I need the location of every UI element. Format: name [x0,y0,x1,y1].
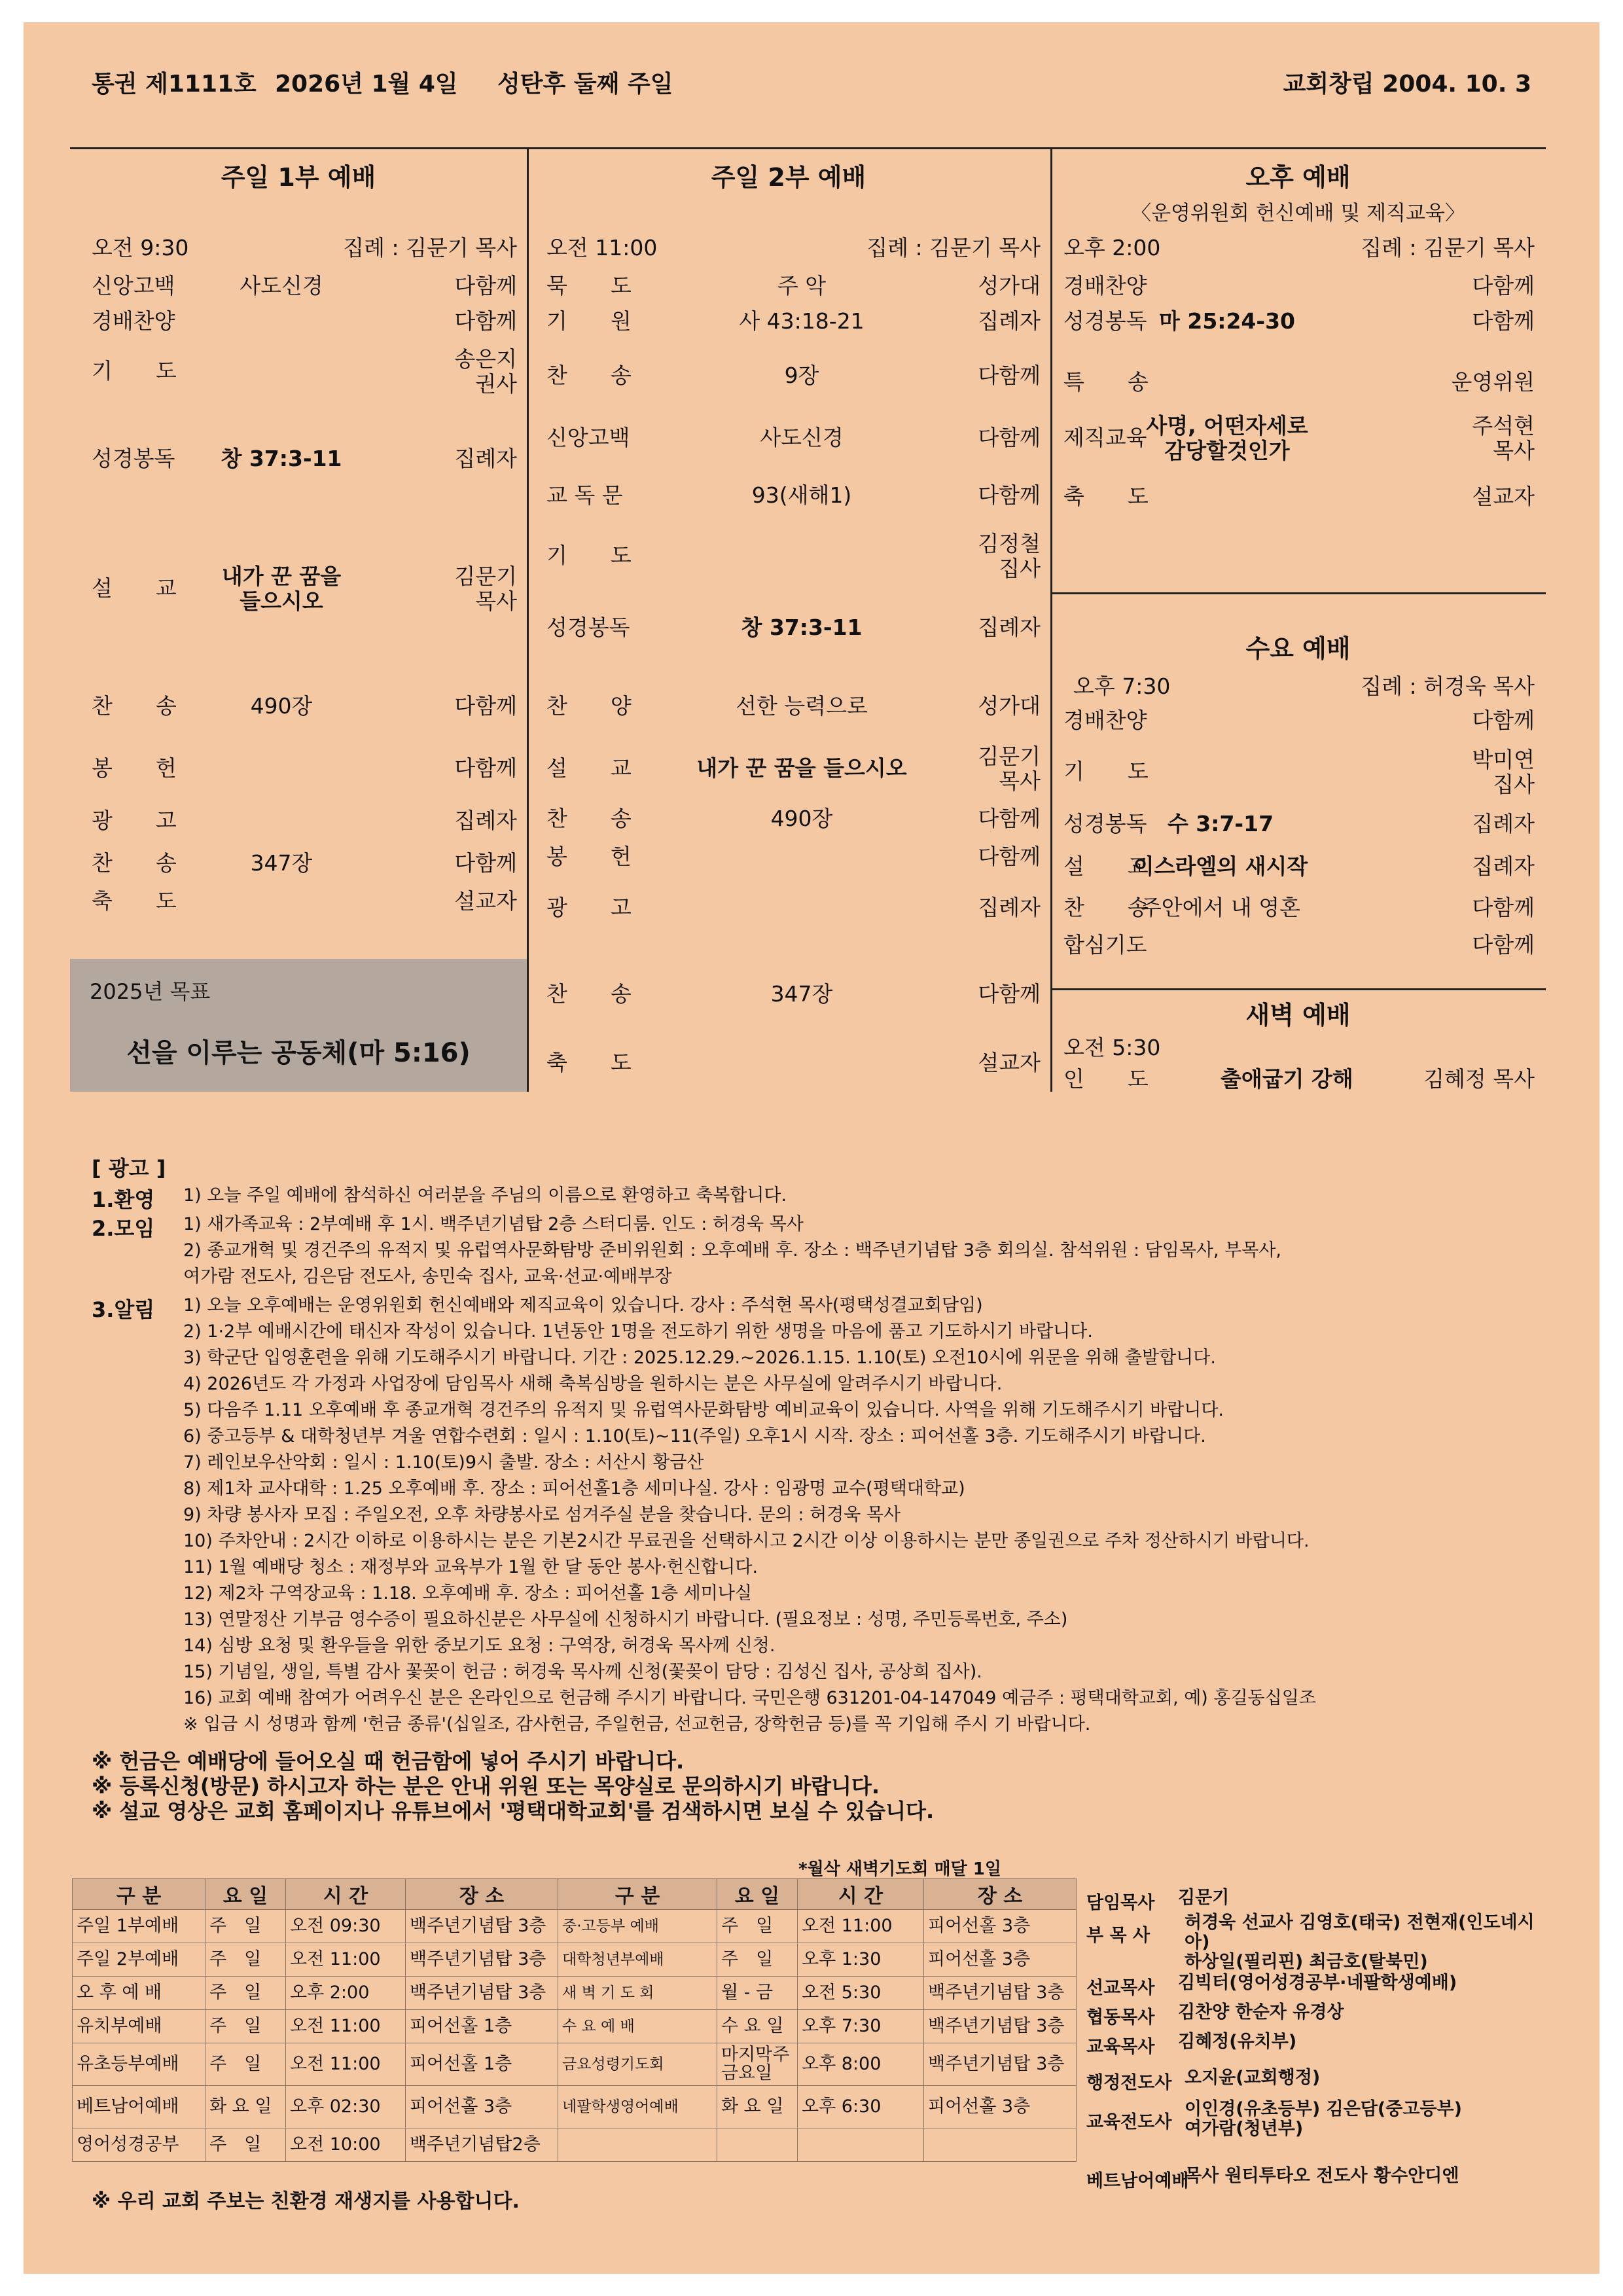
afternoon-item: 성경봉독 [1063,308,1147,334]
schedule-cell [558,2128,717,2162]
schedule-cell: 피어선홀 1층 [406,2010,558,2043]
schedule-cell: 주 일 [205,2010,286,2043]
schedule-cell: 주일 1부예배 [73,1910,205,1943]
staff-role: 교육목사 [1086,2037,1155,2057]
schedule-row [73,2128,1077,2162]
ad-category: 3.알림 [92,1297,155,1322]
service1-item: 성경봉독 [92,446,175,471]
schedule-cell: 오전 09:30 [286,1910,406,1943]
schedule-cell: 금요성령기도회 [558,2043,717,2086]
staff-names: 김혜정(유치부) [1178,2032,1297,2052]
schedule-header: 구 분 [73,1879,205,1910]
service2-who: 집례자 [978,615,1041,640]
schedule-cell: 화 요 일 [717,2086,798,2128]
schedule-cell: 오후 1:30 [798,1943,924,1977]
service1-item: 봉 헌 [92,755,177,781]
service2-item: 찬 송 [546,981,632,1007]
schedule-cell [717,2128,798,2162]
bulletin-date: 2026년 1월 4일 [275,71,458,98]
ad-item: 1) 새가족교육 : 2부예배 후 1시. 백주년기념탑 2층 스터디룸. 인도 : 허경욱 목사 [183,1214,804,1234]
afternoon-subtitle: 〈운영위원회 헌신예배 및 제직교육〉 [1131,202,1465,225]
service2-who: 김정철 집사 [978,531,1041,581]
dawn-item: 인 도 [1063,1066,1149,1092]
schedule-cell: 대학청년부예배 [558,1943,717,1977]
staff-names: 김빅터(영어성경공부·네팔학생예배) [1178,1973,1457,1993]
service1-time: 오전 9:30 [92,235,189,260]
dawn-leader: 김혜정 목사 [1423,1066,1535,1092]
goal-text: 선을 이루는 공동체(마 5:16) [126,1038,471,1068]
schedule-cell: 백주년기념탑 3층 [924,2010,1077,2043]
service1-item: 축 도 [92,888,177,914]
service2-who: 김문기 목사 [978,744,1041,794]
schedule-header: 시 간 [798,1879,924,1910]
service2-item: 광 고 [546,895,632,920]
top-rule [70,147,1546,149]
schedule-cell: 백주년기념탑 3층 [924,2043,1077,2086]
wednesday-content: 이스라엘의 새시작 [1133,853,1308,879]
ad-item: 4) 2026년도 각 가정과 사업장에 담임목사 새해 축복심방을 원하시는 분은 사무실에 알려주시기 바랍니다. [183,1374,1003,1394]
wednesday-content: 주안에서 내 영혼 [1140,895,1301,920]
service1-leader: 집례 : 김문기 목사 [343,235,517,260]
afternoon-time: 오후 2:00 [1063,235,1161,260]
goal-box [70,959,527,1092]
schedule-cell: 중·고등부 예배 [558,1910,717,1943]
schedule-cell: 오전 5:30 [798,1977,924,2010]
issue-number: 통권 제1111호 [92,71,257,98]
schedule-cell: 주일 2부예배 [73,1943,205,1977]
wednesday-item: 합심기도 [1063,932,1147,958]
staff-names: 오지윤(교회행정) [1185,2068,1321,2088]
service2-item: 찬 송 [546,806,632,831]
schedule-cell: 유초등부예배 [73,2043,205,2086]
ad-item: 8) 제1차 교사대학 : 1.25 오후예배 후. 장소 : 피어선홀1층 세미나실. 강사 : 임광명 교수(평택대학교) [183,1479,965,1499]
schedule-row [73,1910,1077,1943]
schedule-cell: 베트남어예배 [73,2086,205,2128]
service2-who: 성가대 [978,273,1041,298]
service2-content: 9장 [784,363,819,388]
wednesday-item: 기 도 [1063,759,1149,784]
afternoon-item: 축 도 [1063,484,1149,509]
service1-item: 광 고 [92,808,177,833]
schedule-cell: 오후 02:30 [286,2086,406,2128]
schedule-cell: 네팔학생영어예배 [558,2086,717,2128]
service2-content: 93(새해1) [751,482,852,508]
service1-who: 집례자 [454,446,517,471]
ad-item: ※ 입금 시 성명과 함께 '헌금 종류'(십일조, 감사헌금, 주일헌금, 선교헌금, 장학헌금 등)를 꼭 기입해 주시 기 바랍니다. [183,1714,1091,1734]
ad-item: 16) 교회 예배 참여가 어려우신 분은 온라인으로 헌금해 주시기 바랍니다. 국민은행 631201-04-147049 예금주 : 평택대학교회, 예) 홍길동십일조 [183,1688,1316,1708]
staff-names: 김문기 [1178,1888,1230,1908]
service1-who: 다함께 [454,850,517,876]
service1-item: 설 교 [92,575,177,601]
service1-who: 집례자 [454,808,517,833]
staff-role: 베트남어예배 [1086,2171,1189,2191]
sunday-name: 성탄후 둘째 주일 [497,71,673,98]
dawn-title: 새벽 예배 [1245,1001,1351,1030]
service1-item: 찬 송 [92,850,177,876]
service1-who: 설교자 [454,888,517,914]
schedule-cell: 오전 11:00 [286,1943,406,1977]
service2-who: 집례자 [978,895,1041,920]
afternoon-who: 운영위원 [1451,369,1535,395]
schedule-header: 시 간 [286,1879,406,1910]
afternoon-who: 주석현 목사 [1472,413,1535,463]
afternoon-who: 설교자 [1472,484,1535,509]
schedule-cell: 오 후 예 배 [73,1977,205,2010]
schedule-header: 요 일 [717,1879,798,1910]
schedule-cell: 오후 2:00 [286,1977,406,2010]
schedule-cell: 유치부예배 [73,2010,205,2043]
service2-content: 사도신경 [760,425,844,450]
service2-who: 집례자 [978,308,1041,334]
schedule-cell: 오전 11:00 [286,2043,406,2086]
schedule-cell: 오후 7:30 [798,2010,924,2043]
staff-names: 허경욱 선교사 김영호(태국) 전현재(인도네시아) 하상일(필리핀) 최금호(탈북민) [1185,1912,1535,1972]
service2-content: 347장 [770,981,833,1007]
service2-content: 창 37:3-11 [741,615,863,640]
schedule-header: 구 분 [558,1879,717,1910]
service2-item: 찬 송 [546,363,632,388]
afternoon-who: 다함께 [1472,273,1535,298]
afternoon-title: 오후 예배 [1245,163,1351,192]
service1-who: 송은지 권사 [454,346,517,397]
col-divider-1 [527,147,529,1092]
schedule-row [73,2043,1077,2086]
schedule-cell: 수 요 일 [717,2010,798,2043]
service1-title: 주일 1부 예배 [221,163,376,192]
worship-schedule-table [72,1878,1077,2162]
staff-role: 담임목사 [1086,1893,1155,1913]
wednesday-who: 박미연 집사 [1472,747,1535,797]
ad-item: 6) 중고등부 & 대학청년부 겨울 연합수련회 : 일시 : 1.10(토)~11(주일) 오후1시 시작. 장소 : 피어선홀 3층. 기도해주시기 바랍니다. [183,1426,1206,1446]
schedule-cell: 주 일 [717,1943,798,1977]
schedule-cell: 주 일 [205,1943,286,1977]
service2-content: 주 악 [777,273,827,298]
wednesday-who: 다함께 [1472,895,1535,920]
schedule-cell: 피어선홀 1층 [406,2043,558,2086]
founded-date: 교회창립 2004. 10. 3 [1283,71,1531,98]
schedule-cell: 수 요 예 배 [558,2010,717,2043]
service2-who: 설교자 [978,1050,1041,1075]
schedule-cell: 백주년기념탑 3층 [924,1977,1077,2010]
schedule-row [73,1977,1077,2010]
schedule-header-row [73,1879,1077,1910]
ad-item: 2) 종교개혁 및 경건주의 유적지 및 유럽역사문화탐방 준비위원회 : 오후예배 후. 장소 : 백주년기념탑 3층 회의실. 참석위원 : 담임목사, 부목사, [183,1240,1282,1261]
schedule-cell: 새 벽 기 도 회 [558,1977,717,2010]
ad-category: 2.모임 [92,1216,155,1241]
schedule-row [73,2086,1077,2128]
schedule-row [73,2010,1077,2043]
service2-item: 찬 양 [546,693,632,719]
schedule-cell: 백주년기념탑 3층 [406,1910,558,1943]
service1-who: 김문기 목사 [454,564,517,614]
service2-who: 다함께 [978,482,1041,508]
service2-content: 사 43:18-21 [739,308,865,334]
schedule-header: 장 소 [924,1879,1077,1910]
staff-names: 목사 원티투타오 전도사 황수안디엔 [1185,2166,1459,2186]
service2-time: 오전 11:00 [546,235,658,260]
dawn-content: 출애굽기 강해 [1221,1066,1353,1092]
service1-content: 사도신경 [240,273,323,298]
afternoon-content: 마 25:24-30 [1158,308,1296,334]
service2-item: 교 독 문 [546,482,623,508]
service1-content: 내가 꾼 꿈을 들으시오 [221,564,342,614]
staff-role: 행정전도사 [1086,2073,1172,2093]
schedule-cell [924,2128,1077,2162]
staff-names: 이인경(유초등부) 김은담(중고등부) 여가람(청년부) [1185,2099,1462,2139]
wednesday-content: 수 3:7-17 [1167,811,1274,836]
service2-item: 성경봉독 [546,615,630,640]
afternoon-leader: 집례 : 김문기 목사 [1361,235,1535,260]
service1-item: 경배찬양 [92,308,175,334]
afternoon-who: 다함께 [1472,308,1535,334]
eco-paper-note: ※ 우리 교회 주보는 친환경 재생지를 사용합니다. [92,2190,520,2213]
dawn-time: 오전 5:30 [1063,1035,1161,1060]
service2-who: 다함께 [978,806,1041,831]
ad-item: 3) 학군단 입영훈련을 위해 기도해주시기 바랍니다. 기간 : 2025.12.29.~2026.1.15. 1.10(토) 오전10시에 위문을 위해 출발합니다. [183,1348,1216,1368]
ads-heading: [ 광고 ] [92,1156,166,1181]
afternoon-content: 사명, 어떤자세로 감당할것인가 [1146,413,1308,463]
service2-item: 축 도 [546,1050,632,1075]
schedule-cell: 오전 10:00 [286,2128,406,2162]
schedule-cell: 백주년기념탑2층 [406,2128,558,2162]
service2-who: 다함께 [978,981,1041,1007]
afternoon-item: 제직교육 [1063,425,1147,450]
staff-role: 교육전도사 [1086,2112,1172,2132]
schedule-cell: 월 - 금 [717,1977,798,2010]
ad-item: 15) 기념일, 생일, 특별 감사 꽃꽂이 헌금 : 허경욱 목사께 신청(꽃꽂이 담당 : 김성신 집사, 공상희 집사). [183,1662,982,1682]
schedule-cell: 피어선홀 3층 [924,1943,1077,1977]
service1-item: 찬 송 [92,693,177,719]
schedule-cell: 영어성경공부 [73,2128,205,2162]
schedule-cell: 주 일 [205,1910,286,1943]
service1-who: 다함께 [454,755,517,781]
ad-item: 여가람 전도사, 김은담 전도사, 송민숙 집사, 교육·선교·예배부장 [183,1266,672,1287]
afternoon-divider [1050,592,1546,594]
service2-who: 다함께 [978,844,1041,869]
ad-item: 11) 1월 예배당 청소 : 재정부와 교육부가 1월 한 달 동안 봉사·헌신합니다. [183,1557,758,1577]
schedule-cell: 오후 8:00 [798,2043,924,2086]
wednesday-item: 설 교 [1063,853,1149,879]
offering-note: ※ 등록신청(방문) 하시고자 하는 분은 안내 위원 또는 목양실로 문의하시기 바랍니다. [92,1774,880,1799]
ad-item: 2) 1·2부 예배시간에 태신자 작성이 있습니다. 1년동안 1명을 전도하기 위한 생명을 마음에 품고 기도하시기 바랍니다. [183,1321,1093,1342]
service2-content: 490장 [770,806,833,831]
service1-content: 490장 [250,693,313,719]
dawn-prayer-note: *월삭 새벽기도회 매달 1일 [798,1859,1001,1879]
service2-item: 기 원 [546,308,632,334]
schedule-cell: 피어선홀 3층 [924,2086,1077,2128]
schedule-cell: 오후 6:30 [798,2086,924,2128]
wednesday-leader: 집례 : 허경욱 목사 [1361,673,1535,699]
wednesday-divider [1050,988,1546,990]
schedule-row [73,1943,1077,1977]
schedule-cell: 백주년기념탑 3층 [406,1943,558,1977]
service2-who: 성가대 [978,693,1041,719]
ad-item: 1) 오늘 주일 예배에 참석하신 여러분을 주님의 이름으로 환영하고 축복합니다. [183,1185,787,1206]
schedule-cell: 주 일 [717,1910,798,1943]
wednesday-who: 다함께 [1472,708,1535,733]
ad-item: 14) 심방 요청 및 환우들을 위한 중보기도 요청 : 구역장, 허경욱 목사께 신청. [183,1636,776,1656]
offering-note: ※ 설교 영상은 교회 홈페이지나 유튜브에서 '평택대학교회'를 검색하시면 보실 수 있습니다. [92,1799,935,1823]
schedule-cell: 오전 11:00 [286,2010,406,2043]
service2-who: 다함께 [978,425,1041,450]
ad-item: 10) 주차안내 : 2시간 이하로 이용하시는 분은 기본2시간 무료권을 선택하시고 2시간 이상 이용하시는 분만 종일권으로 주차 정산하시기 바랍니다. [183,1531,1310,1551]
staff-role: 선교목사 [1086,1978,1155,1998]
service1-item: 신앙고백 [92,273,175,298]
service1-who: 다함께 [454,308,517,334]
service2-item: 봉 헌 [546,844,632,869]
col-divider-2 [1050,147,1052,1092]
staff-names: 김찬양 한순자 유경상 [1178,2002,1344,2022]
ad-item: 13) 연말정산 기부금 영수증이 필요하신분은 사무실에 신청하시기 바랍니다. (필요정보 : 성명, 주민등록번호, 주소) [183,1609,1068,1630]
wednesday-title: 수요 예배 [1245,634,1351,663]
wednesday-who: 집례자 [1472,853,1535,879]
schedule-cell: 주 일 [205,1977,286,2010]
service2-title: 주일 2부 예배 [711,163,866,192]
schedule-cell: 화 요 일 [205,2086,286,2128]
service2-item: 기 도 [546,543,632,568]
ad-item: 12) 제2차 구역장교육 : 1.18. 오후예배 후. 장소 : 피어선홀 1층 세미나실 [183,1583,753,1604]
schedule-cell [798,2128,924,2162]
staff-role: 협동목사 [1086,2007,1155,2028]
schedule-cell: 오전 11:00 [798,1910,924,1943]
service1-who: 다함께 [454,273,517,298]
wednesday-who: 다함께 [1472,932,1535,958]
service1-item: 기 도 [92,358,177,384]
wednesday-item: 찬 송 [1063,895,1149,920]
service2-content: 내가 꾼 꿈을 들으시오 [696,755,907,781]
wednesday-item: 경배찬양 [1063,708,1147,733]
service2-who: 다함께 [978,363,1041,388]
ad-item: 7) 레인보우산악회 : 일시 : 1.10(토)9시 출발. 장소 : 서산시 황금산 [183,1452,704,1473]
schedule-cell: 피어선홀 3층 [924,1910,1077,1943]
service2-leader: 집례 : 김문기 목사 [866,235,1041,260]
goal-label: 2025년 목표 [90,979,211,1004]
schedule-header: 요 일 [205,1879,286,1910]
service1-content: 창 37:3-11 [221,446,342,471]
schedule-cell: 백주년기념탑 3층 [406,1977,558,2010]
service2-item: 설 교 [546,755,632,781]
afternoon-item: 특 송 [1063,369,1149,395]
ad-item: 1) 오늘 오후예배는 운영위원회 헌신예배와 제직교육이 있습니다. 강사 : 주석현 목사(평택성결교회담임) [183,1295,983,1316]
afternoon-item: 경배찬양 [1063,273,1147,298]
service1-content: 347장 [250,850,313,876]
schedule-cell: 마지막주 금요일 [717,2043,798,2086]
wednesday-who: 집례자 [1472,811,1535,836]
wednesday-item: 성경봉독 [1063,811,1147,836]
schedule-cell: 주 일 [205,2128,286,2162]
service2-item: 묵 도 [546,273,632,298]
ad-item: 9) 차량 봉사자 모집 : 주일오전, 오후 차량봉사로 섬겨주실 분을 찾습니다. 문의 : 허경욱 목사 [183,1505,901,1525]
service2-item: 신앙고백 [546,425,630,450]
ad-category: 1.환영 [92,1187,155,1212]
service1-who: 다함께 [454,693,517,719]
schedule-cell: 피어선홀 3층 [406,2086,558,2128]
offering-note: ※ 헌금은 예배당에 들어오실 때 헌금함에 넣어 주시기 바랍니다. [92,1749,685,1774]
staff-role: 부 목 사 [1086,1926,1150,1946]
service2-content: 선한 능력으로 [736,693,868,719]
ad-item: 5) 다음주 1.11 오후예배 후 종교개혁 경건주의 유적지 및 유럽역사문화탐방 예비교육이 있습니다. 사역을 위해 기도해주시기 바랍니다. [183,1400,1224,1420]
schedule-cell: 주 일 [205,2043,286,2086]
wednesday-time: 오후 7:30 [1073,673,1171,699]
schedule-header: 장 소 [406,1879,558,1910]
